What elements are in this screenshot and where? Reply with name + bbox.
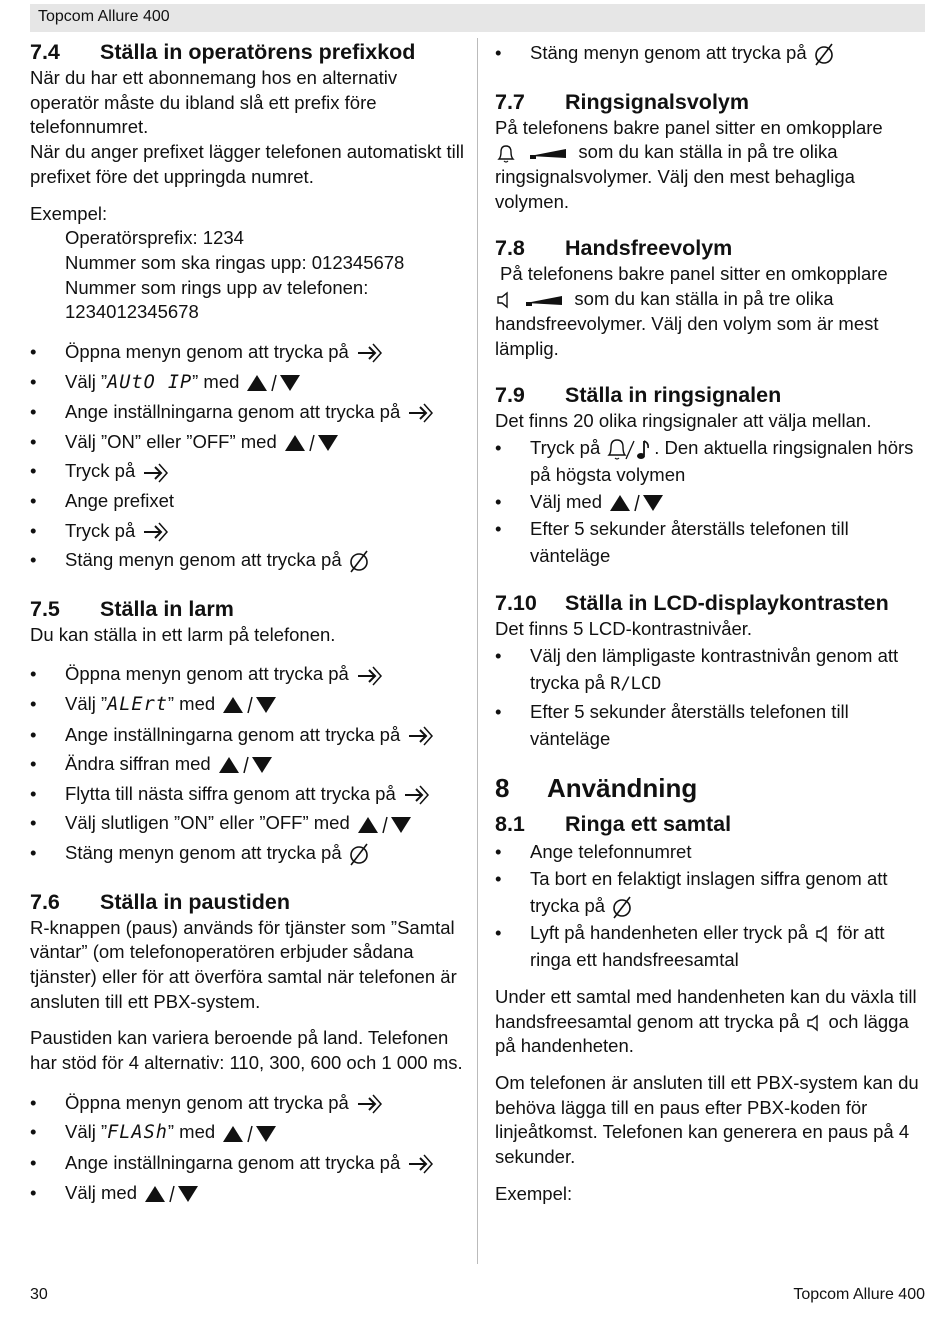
list-item: • Välj den lämpligaste kontrastnivån genom att trycka på R/LCD [495,642,925,698]
s74-example-3: Nummer som rings upp av telefonen: 1234012345678 [65,276,369,323]
up-down-arrows-icon [245,373,303,393]
list-item: • Ange inställningarna genom att trycka på [30,1148,470,1178]
up-down-arrows-icon [143,1184,201,1204]
s77-p1: som du kan ställa in på tre olika ringsignalsvolymer. Välj den mest behagliga volymen. [495,141,855,212]
s77-p1a: På telefonens bakre panel sitter en omkopplare [495,116,883,138]
s74-steps [30,337,470,575]
list-item: • Ange prefixet [30,486,470,516]
list-item: • Välj slutligen ”ON” eller ”OFF” med [30,808,470,838]
s81-p3: Exempel: [495,1182,573,1204]
s75-intro: Du kan ställa in ett larm på telefonen. [30,623,336,645]
list-item: • Öppna menyn genom att trycka på [30,659,470,689]
s81-steps [495,838,925,973]
list-item: • Välj ”AUtO IP” med [30,367,470,398]
list-item: • Välj ”ALErt” med [30,689,470,720]
list-item: • Tryck på [30,516,470,546]
chapter-8-heading: 8 Användning [495,772,698,803]
end-call-icon [348,549,370,573]
speaker-icon [495,290,513,310]
s81-p2: Om telefonen är ansluten till ett PBX-system kan du behöva lägga till en paus efter PBX-koden för linjeåtkomst. Telefonen kan generera en paus på 4 sekunder. [495,1071,919,1168]
section-7-4-heading: 7.4 Ställa in operatörens prefixkod [30,40,416,64]
bell-icon [495,143,517,163]
section-7-5-heading: 7.5 Ställa in larm [30,596,234,621]
s79-intro: Det finns 20 olika ringsignaler att välja mellan. [495,410,872,432]
up-down-arrows-icon [283,433,341,453]
header-title: Topcom Allure 400 [38,8,170,25]
list-item: • Tryck på . Den aktuella ringsignalen hörs på högsta volymen [495,434,925,488]
header-bar [30,4,925,32]
page-number: 30 [30,1286,48,1303]
s76-p2: Paustiden kan variera beroende på land. Telefonen har stöd för 4 alternativ: 110, 300, 600 och 1 000 ms. [30,1027,463,1074]
s74-example-1: Operatörsprefix: 1234 [65,227,244,249]
footer-title: Topcom Allure 400 [793,1286,925,1303]
up-down-arrows-icon [608,493,666,513]
left-column [30,38,470,1207]
list-item: • Öppna menyn genom att trycka på [30,337,470,367]
end-call-icon [348,842,370,866]
s74-intro2: När du anger prefixet lägger telefonen automatiskt till prefixet före det uppringda numret. [30,141,464,187]
list-item: • Efter 5 sekunder återställs telefonen till vänteläge [495,698,925,752]
s74-intro1: När du har ett abonnemang hos en alternativ operatör måste du ibland slå ett prefix före telefonnumret. [30,67,398,138]
end-call-icon [813,42,835,66]
s710-intro: Det finns 5 LCD-kontrastnivåer. [495,618,753,640]
list-item: • Stäng menyn genom att trycka på [495,38,925,68]
list-item: • Ta bort en felaktigt inslagen siffra genom att trycka på [495,865,925,919]
menu-arrow-icon [406,402,434,424]
list-item: • Tryck på [30,456,470,486]
bell-note-icon [606,437,654,461]
s710-steps [495,642,925,752]
menu-arrow-icon [406,1153,434,1175]
up-down-arrows-icon [356,815,414,835]
section-8-1-heading: 8.1 Ringa ett samtal [495,811,732,836]
list-item: • Lyft på handenheten eller tryck på för att ringa ett handsfreesamtal [495,919,925,973]
list-item: • Välj ”ON” eller ”OFF” med [30,427,470,457]
list-item: • Välj med [30,1178,470,1208]
list-item: • Stäng menyn genom att trycka på [30,545,470,575]
list-item: • Välj ”FLASh” med [30,1117,470,1148]
right-column [495,38,925,1206]
up-down-arrows-icon [221,1124,279,1144]
menu-arrow-icon [355,665,383,687]
volume-slider-icon [528,146,568,160]
menu-arrow-icon [141,521,169,543]
menu-arrow-icon [355,342,383,364]
volume-slider-icon [524,293,564,307]
section-7-6-heading: 7.6 Ställa in paustiden [30,889,290,914]
list-item: • Öppna menyn genom att trycka på [30,1088,470,1118]
section-7-8-heading: 7.8 Handsfreevolym [495,236,733,261]
list-item: • Ange telefonnumret [495,838,925,865]
menu-arrow-icon [355,1093,383,1115]
s74-example-label: Exempel: [30,202,108,224]
section-7-9-heading: 7.9 Ställa in ringsignalen [495,383,782,408]
speaker-icon [814,924,832,944]
list-item: • Ändra siffran med [30,749,470,779]
section-7-10-heading: 7.10 Ställa in LCD-displaykontrasten [495,591,889,616]
menu-arrow-icon [406,725,434,747]
section-7-7-heading: 7.7 Ringsignalsvolym [495,89,749,114]
s74-example-2: Nummer som ska ringas upp: 012345678 [65,251,405,273]
menu-arrow-icon [141,462,169,484]
s79-steps [495,434,925,569]
s78-p1a: På telefonens bakre panel sitter en omkopplare [500,263,888,285]
s76-steps [30,1088,470,1207]
list-item: • Stäng menyn genom att trycka på [30,838,470,868]
r-top-steps [495,38,925,68]
r-lcd-key: R/LCD [610,673,662,694]
s81-p1: Under ett samtal med handenheten kan du växla till handsfreesamtal genom att trycka på och lägga på handenheten. [495,985,917,1057]
list-item: • Ange inställningarna genom att trycka på [30,397,470,427]
s78-p1: som du kan ställa in på tre olika handsfreevolymer. Välj den volym som är mest lämplig. [495,288,879,359]
up-down-arrows-icon [221,695,279,715]
end-call-icon [611,895,633,919]
column-divider [477,38,478,1264]
up-down-arrows-icon [217,755,275,775]
list-item: • Flytta till nästa siffra genom att trycka på [30,779,470,809]
list-item: • Ange inställningarna genom att trycka på [30,720,470,750]
list-item: • Välj med [495,488,925,515]
s76-p1: R-knappen (paus) används för tjänster som ”Samtal väntar” (om telefonoperatören erbjuder sådana tjänster) eller för att överföra samtal när telefonen är ansluten till ett PBX-system. [30,916,457,1012]
list-item: • Efter 5 sekunder återställs telefonen till vänteläge [495,515,925,569]
s75-steps [30,659,470,867]
speaker-icon [805,1013,823,1033]
menu-arrow-icon [402,784,430,806]
